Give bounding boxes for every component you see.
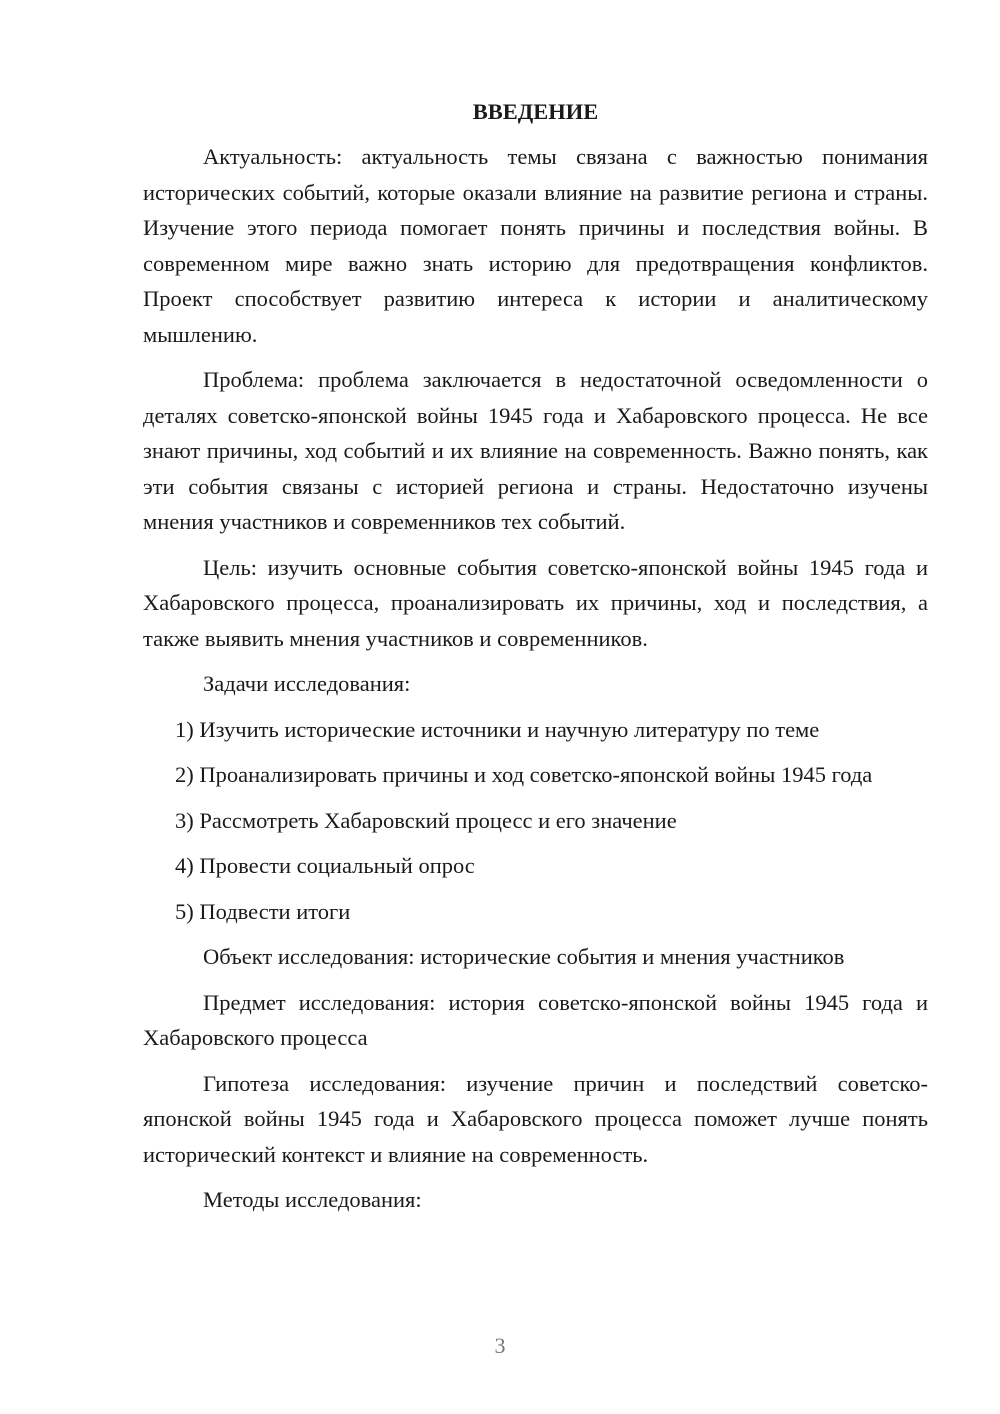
page-number: 3: [494, 1333, 506, 1358]
task-item: 2) Проанализировать причины и ход советско-японской войны 1945 года: [175, 762, 873, 787]
object-paragraph: Объект исследования: исторические события и мнения участников: [203, 944, 845, 969]
task-item: 4) Провести социальный опрос: [175, 853, 475, 878]
task-item: 1) Изучить исторические источники и научную литературу по теме: [175, 716, 820, 742]
hypothesis-paragraph: Гипотеза исследования: изучение причин и последствий советско-японской войны 1945 года и Хабаровского процесса поможет лучше понять исторический контекст и влияние на современность.: [143, 1070, 928, 1167]
section-title: ВВЕДЕНИЕ: [472, 99, 599, 124]
task-item: 3) Рассмотреть Хабаровский процесс и его значение: [175, 807, 677, 833]
relevance-paragraph: Актуальность: актуальность темы связана с важностью понимания исторических событий, которые оказали влияние на развитие региона и страны. Изучение этого периода помогает понять причины и последствия войны. В современном мире важно знать историю для предотвращения конфликтов. Проект способствует развитию интереса к истории и аналитическому мышлению.: [143, 144, 928, 347]
goal-paragraph: Цель: изучить основные события советско-японской войны 1945 года и Хабаровского процесса, проанализировать их причины, ход и последствия, а также выявить мнения участников и современников.: [143, 554, 928, 651]
subject-paragraph: Предмет исследования: история советско-японской войны 1945 года и Хабаровского процесса: [143, 989, 928, 1050]
problem-paragraph: Проблема: проблема заключается в недостаточной осведомленности о деталях советско-японской войны 1945 года и Хабаровского процесса. Не все знают причины, ход событий и их влияние на современность. Важно понять, как эти события связаны с историей региона и страны. Недостаточно изучены мнения участников и современников тех событий.: [143, 367, 928, 534]
task-item: 5) Подвести итоги: [175, 898, 351, 924]
methods-heading: Методы исследования:: [203, 1187, 422, 1212]
page-content: [143, 94, 928, 1228]
tasks-heading: Задачи исследования:: [203, 671, 411, 696]
